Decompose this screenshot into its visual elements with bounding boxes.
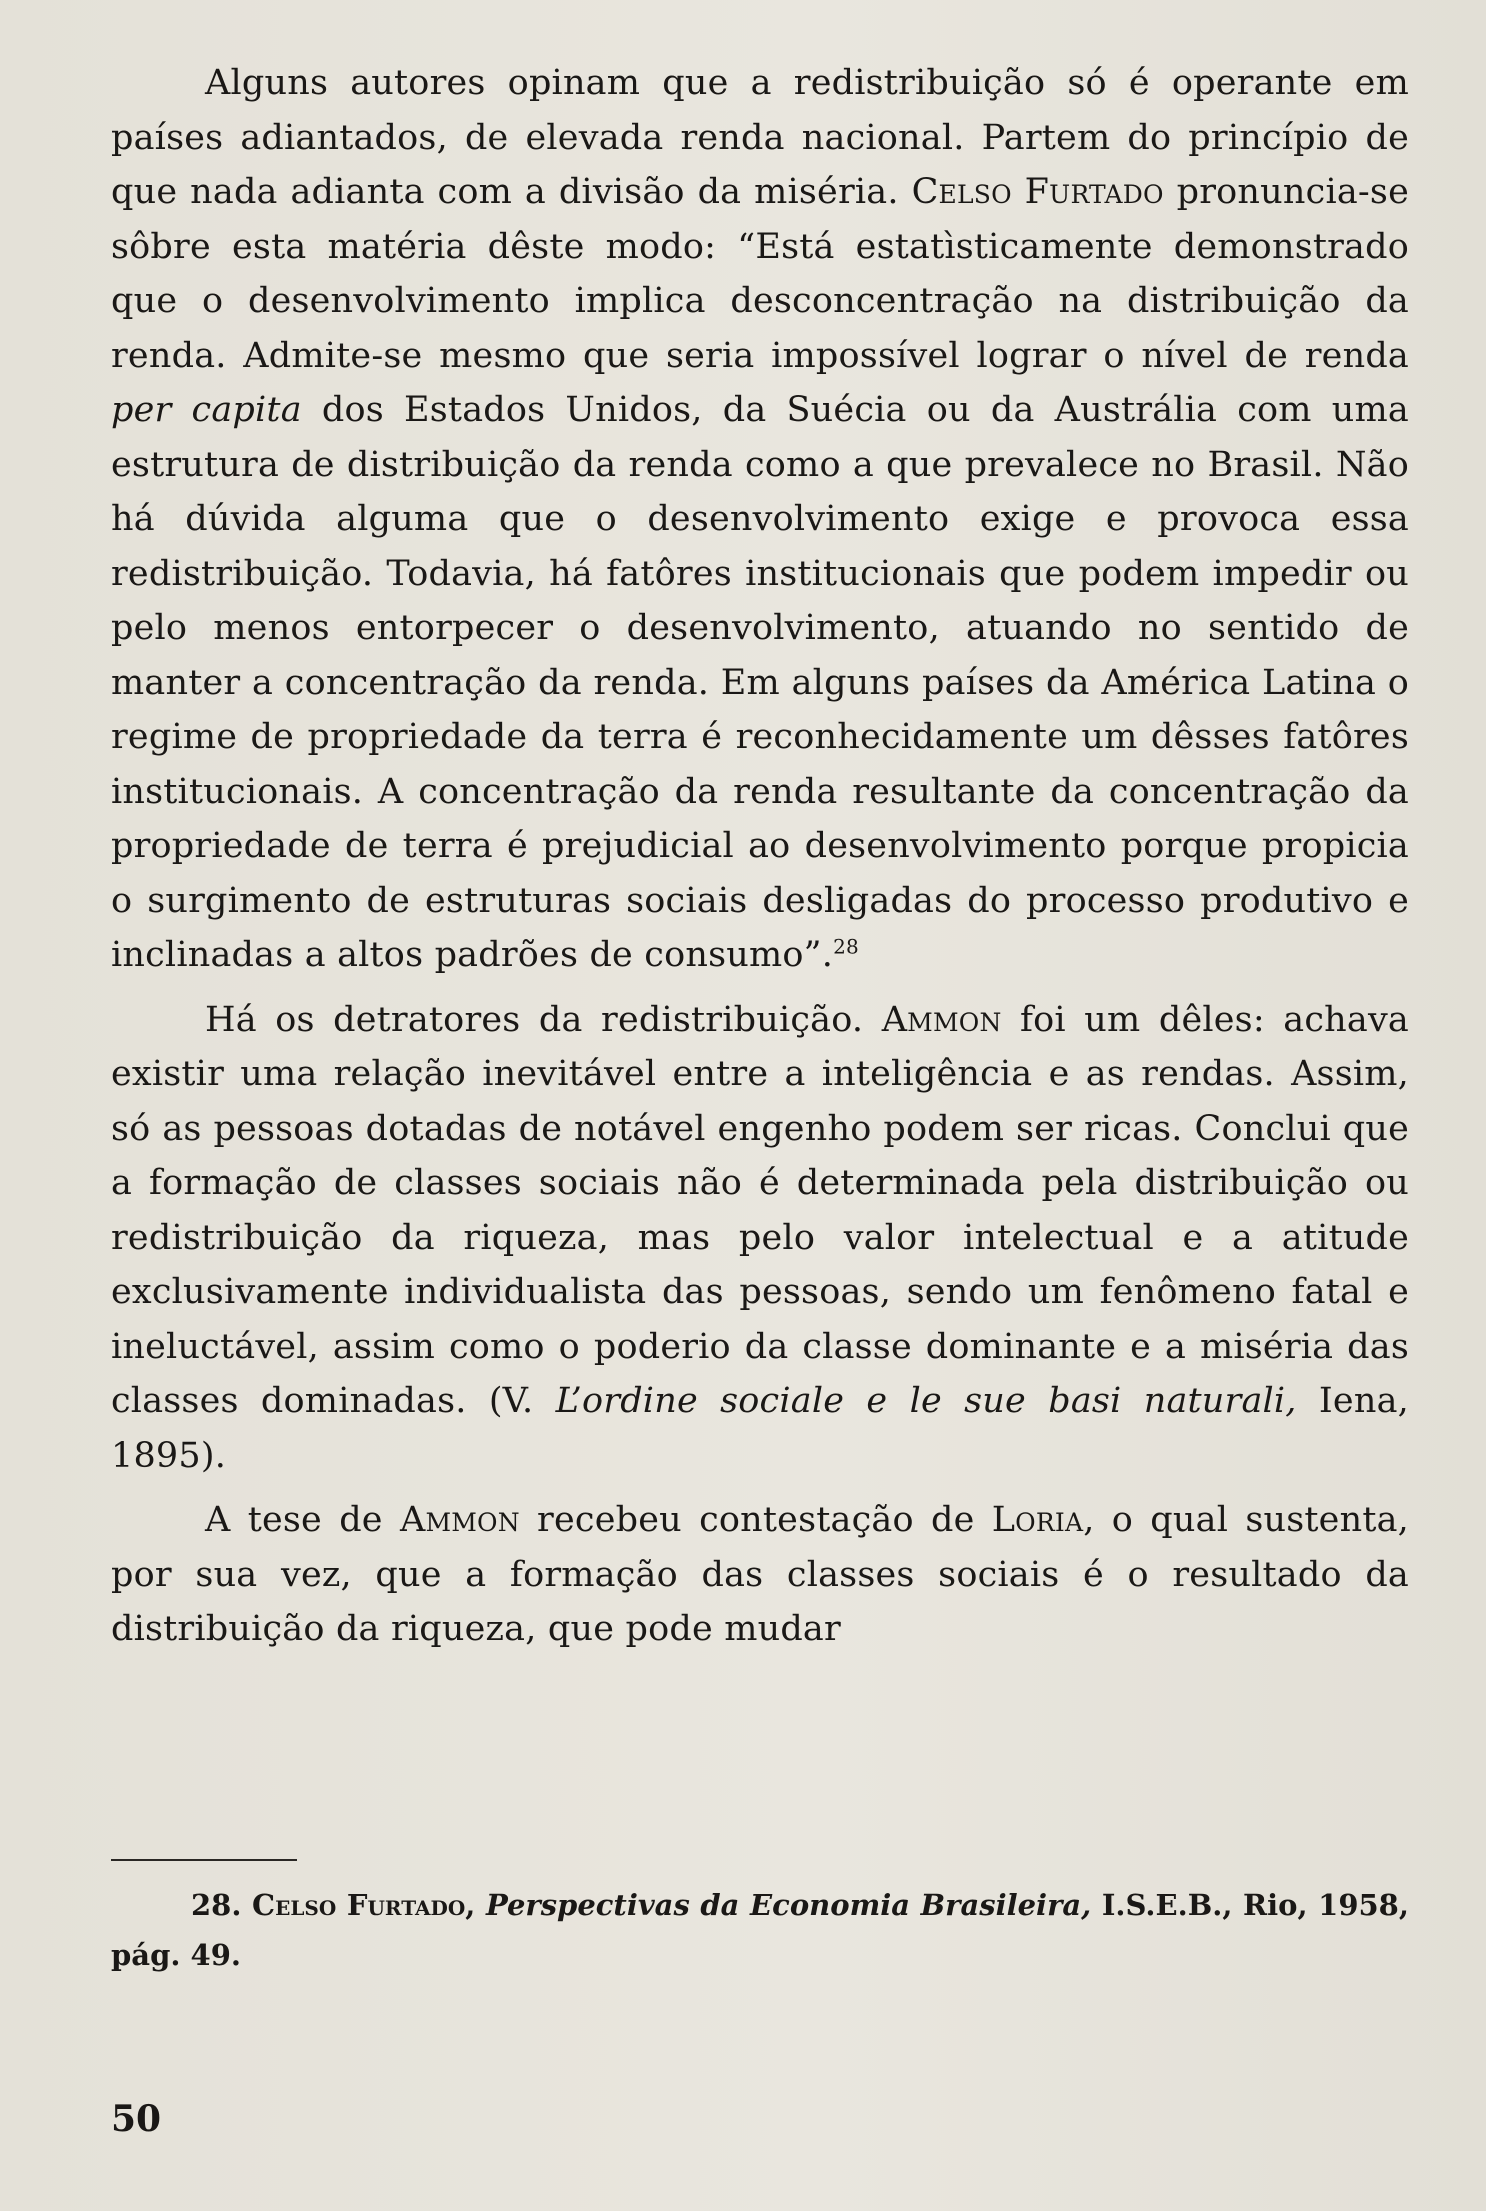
page-number: 50	[111, 2098, 162, 2140]
italic-book-title: L’ordine sociale e le sue basi naturali,	[555, 1381, 1297, 1421]
paragraph-3-text-a: A tese de	[205, 1500, 400, 1540]
footnote-publication-info: I.S.E.B., Rio, 1958, pág. 49.	[111, 1888, 1409, 1972]
footnote-author: Celso Furtado	[252, 1888, 466, 1922]
author-name-loria: Loria	[991, 1500, 1084, 1540]
footnote-number: 28.	[191, 1888, 242, 1922]
paragraph-2-text-c: Iena, 1895).	[111, 1381, 1409, 1476]
paragraph-2-text-a: Há os detratores da redistribuição.	[205, 999, 882, 1040]
paragraph-1-text-a: Alguns autores opinam que a redistribuição só é operante em países adiantados, de elevada renda nacional. Partem do princípio de que nada adianta com a divisão da miséria.	[111, 63, 1409, 212]
paragraph-1-text-c: dos Estados Unidos, da Suécia ou da Austrália com uma estrutura de distribuição da renda como a que prevalece no Brasil. Não há dúvida alguma que o desenvolvimento exige e provoca essa redistribuição. Todavia, há fatôres institucionais que podem impedir ou pelo menos entorpecer o desenvolvimento, atuando no sentido de manter a concentração da renda. Em alguns países da América Latina o regime de propriedade da terra é reconhecidamente um dêsses fatôres institucionais. A concentração da renda resultante da concentração da propriedade de terra é prejudicial ao desenvolvimento porque propicia o surgimento de estruturas sociais desligadas do processo produtivo e inclinadas a altos padrões de consumo”.	[111, 390, 1409, 975]
footnote-separator: ,	[465, 1888, 486, 1922]
footnote-reference: 28	[833, 934, 859, 959]
author-name-ammon: Ammon	[881, 999, 1002, 1040]
paragraph-2-text-b: foi um dêles: achava existir uma relação inevitável entre a inteligência e as rendas. Assim, só as pessoas dotadas de notável engenho podem ser ricas. Conclui que a formação de classes sociais não é determinada pela distribuição ou redistribuição da riqueza, mas pelo valor intelectual e a atitude exclusivamente individualista das pessoas, sendo um fenômeno fatal e ineluctável, assim como o poderio da classe dominante e a miséria das classes dominadas. (V.	[111, 999, 1409, 1421]
body-text	[111, 56, 1409, 1657]
footnote	[111, 1880, 1409, 1980]
paragraph-3	[111, 1493, 1409, 1657]
paragraph-3-text-c: , o qual sustenta, por sua vez, que a formação das classes sociais é o resultado da distribuição da riqueza, que pode mudar	[111, 1500, 1409, 1649]
paragraph-2	[111, 993, 1409, 1484]
paragraph-1-text-b: pronuncia-se sôbre esta matéria dêste modo: “Está estatìsticamente demonstrado que o desenvolvimento implica desconcentração na distribuição da renda. Admite-se mesmo que seria impossível lograr o nível de renda	[111, 172, 1410, 376]
author-name-ammon-2: Ammon	[399, 1500, 520, 1540]
paragraph-1	[111, 56, 1409, 983]
footnote-divider	[111, 1859, 297, 1861]
paragraph-3-text-b: recebeu contestação de	[519, 1500, 992, 1540]
author-name-furtado: Celso Furtado	[911, 172, 1164, 212]
footnote-book-title: Perspectivas da Economia Brasileira,	[485, 1888, 1092, 1922]
italic-per-capita: per capita	[111, 390, 302, 430]
